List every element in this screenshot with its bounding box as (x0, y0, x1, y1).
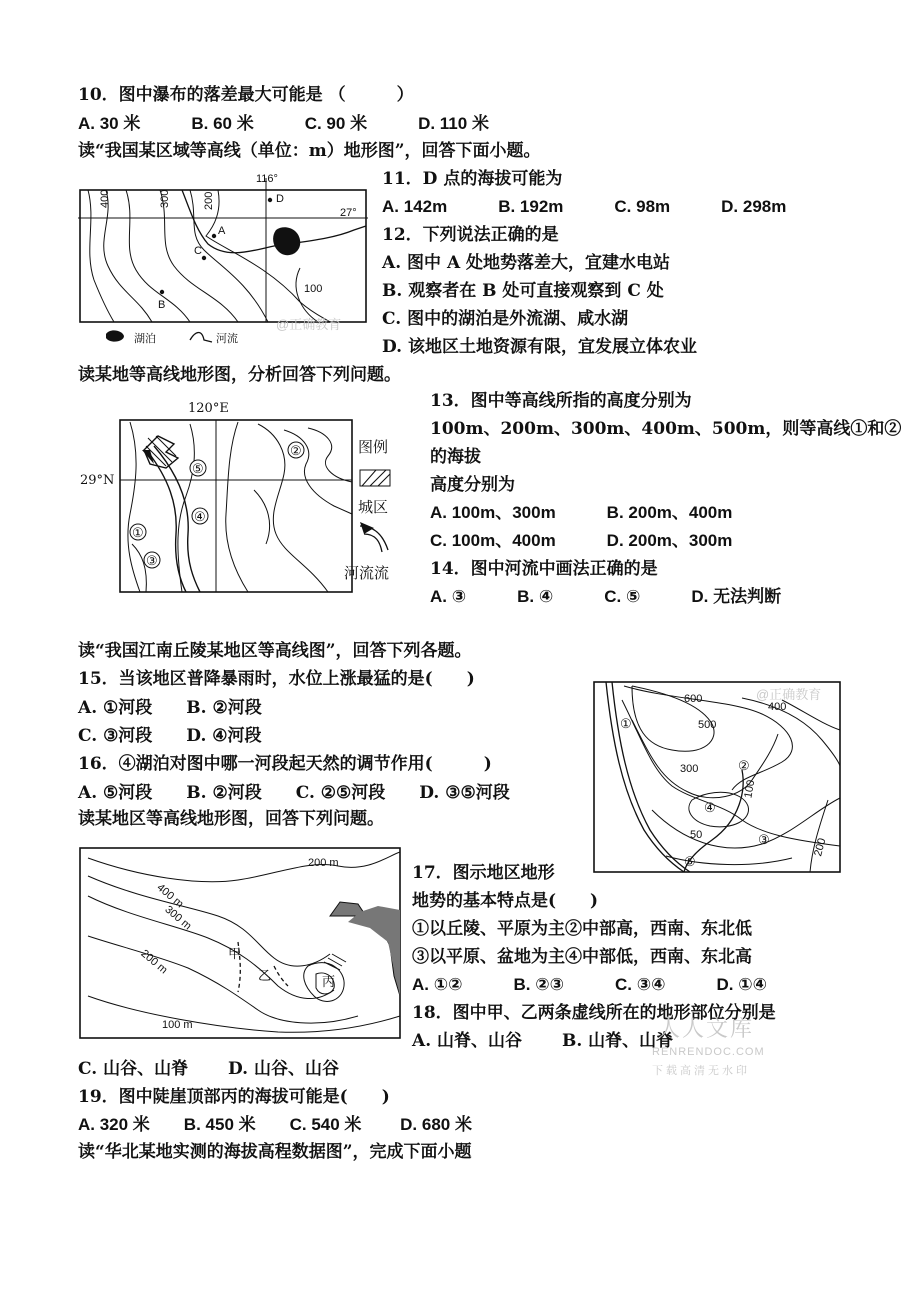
fig2-legend-city: 城区 (358, 498, 389, 516)
q11-options: A. 142m B. 192m C. 98m D. 298m (382, 197, 787, 216)
fig3-mark-4: ④ (704, 801, 716, 816)
q18-options-ab: A. 山脊、山谷 B. 山脊、山脊 (412, 1031, 674, 1051)
fig1-legend-river: 河流 (216, 333, 238, 345)
intro-5: 读“华北某地实测的海拔高程数据图”，完成下面小题 (78, 1142, 472, 1162)
q12-option-b: B. 观察者在 B 处可直接观察到 C 处 (382, 281, 664, 301)
q13-line4: 高度分别为 (430, 475, 515, 495)
fig2-mark-5: ⑤ (192, 462, 204, 477)
fig4-point-bing: 丙 (322, 975, 336, 990)
fig1-point-a: A (218, 225, 226, 237)
q17-stem: 17．图示地区地形 (412, 863, 555, 883)
fig1-contour-400: 400 (99, 189, 111, 208)
fig4-contour-300: 300 m (162, 903, 194, 933)
q13-options-cd: C. 100m、400m D. 200m、300m (430, 531, 733, 550)
q12-stem: 12．下列说法正确的是 (382, 225, 559, 245)
fig3-mark-1: ① (620, 717, 632, 732)
q13-options-ab: A. 100m、300m B. 200m、400m (430, 503, 733, 522)
fig1-legend-lake: 湖泊 (134, 333, 156, 345)
fig1-point-c: C (194, 245, 202, 257)
contour-map-4 (78, 846, 404, 1042)
q10-options: A. 30 米 B. 60 米 C. 90 米 D. 110 米 (78, 114, 489, 133)
fig2-legend-river: 河流流 (344, 564, 390, 582)
q12-option-c: C. 图中的湖泊是外流湖、咸水湖 (382, 309, 629, 329)
fig3-contour-100: 100 (742, 778, 758, 800)
fig2-legend-title: 图例 (358, 438, 389, 456)
fig1-point-b: B (158, 299, 166, 311)
fig1-contour-200: 200 (203, 191, 215, 210)
fig3-contour-500: 500 (698, 719, 717, 731)
fig2-latitude: 29°N (80, 473, 115, 488)
fig1-contour-100: 100 (304, 283, 323, 295)
q19-options: A. 320 米 B. 450 米 C. 540 米 D. 680 米 (78, 1115, 472, 1134)
fig4-contour-200-top: 200 m (308, 857, 339, 869)
intro-4: 读某地区等高线地形图，回答下列问题。 (78, 809, 384, 829)
intro-2: 读某地等高线地形图，分析回答下列问题。 (78, 365, 401, 385)
watermark-2: @正确教育 (756, 687, 822, 702)
q15-options-ab: A. ①河段 B. ②河段 (78, 698, 262, 718)
q16-stem: 16．④湖泊对图中哪一河段起天然的调节作用( ) (78, 754, 492, 774)
watermark-brand-note: 下载高清无水印 (652, 1065, 750, 1077)
q12-option-d: D. 该地区土地资源有限，宜发展立体农业 (382, 337, 697, 357)
fig3-contour-400: 400 (768, 701, 787, 713)
fig3-contour-600: 600 (684, 693, 703, 705)
watermark-brand: 人人文库 (658, 1016, 755, 1041)
q16-options: A. ⑤河段 B. ②河段 C. ②⑤河段 D. ③⑤河段 (78, 783, 510, 803)
q12-option-a: A. 图中 A 处地势落差大，宜建水电站 (382, 253, 671, 273)
fig3-mark-3: ③ (758, 833, 770, 848)
contour-map-3 (592, 680, 844, 876)
q15-stem: 15．当该地区普降暴雨时，水位上涨最猛的是( ) (78, 669, 475, 689)
fig2-mark-4: ④ (194, 510, 206, 525)
fig3-mark-2: ② (738, 759, 750, 774)
fig4-point-yi: 乙 (258, 969, 272, 984)
q13-line3: 的海拔 (430, 447, 481, 467)
fig2-mark-3: ③ (146, 554, 158, 569)
intro-3: 读“我国江南丘陵某地区等高线图”，回答下列各题。 (78, 641, 472, 661)
q15-options-cd: C. ③河段 D. ④河段 (78, 726, 262, 746)
q13-line2: 100m、200m、300m、400m、500m，则等高线①和② (430, 419, 902, 439)
fig4-sea-label: 海 (366, 933, 380, 949)
q19-stem: 19．图中陡崖顶部丙的海拔可能是( ) (78, 1087, 390, 1107)
q17-options: A. ①② B. ②③ C. ③④ D. ①④ (412, 975, 768, 994)
fig1-point-d: D (276, 193, 284, 205)
fig3-contour-300: 300 (680, 763, 699, 775)
fig4-point-jia: 甲 (228, 947, 242, 962)
q14-stem: 14．图中河流中画法正确的是 (430, 559, 658, 579)
fig1-latitude: 27° (340, 207, 357, 219)
q11-stem: 11．D 点的海拔可能为 (382, 169, 563, 189)
watermark-1: @正确教育 (276, 317, 342, 332)
fig2-longitude: 120°E (188, 401, 229, 416)
fig1-contour-300: 300 (159, 189, 171, 208)
fig2-mark-1: ① (132, 526, 144, 541)
q13-stem: 13．图中等高线所指的高度分别为 (430, 391, 692, 411)
fig4-contour-200: 200 m (138, 947, 170, 977)
fig3-contour-50: 50 (690, 829, 703, 841)
q18-stem: 18．图中甲、乙两条虚线所在的地形部位分别是 (412, 1003, 776, 1023)
fig1-longitude: 116° (256, 173, 278, 185)
fig4-contour-400: 400 m (154, 881, 186, 911)
intro-1: 读“我国某区域等高线（单位：m）地形图”，回答下面小题。 (78, 141, 541, 161)
fig2-mark-2: ② (290, 444, 302, 459)
fig3-contour-200: 200 (812, 836, 829, 858)
q17-line4: ③以平原、盆地为主④中部低，西南、东北高 (412, 947, 752, 967)
q17-line2: 地势的基本特点是( ) (412, 891, 599, 911)
fig3-mark-5: ⑤ (684, 855, 696, 870)
q10-stem: 10．图中瀑布的落差最大可能是 （ ） (78, 85, 414, 105)
q18-options-cd: C. 山谷、山脊 D. 山谷、山谷 (78, 1059, 339, 1079)
q17-line3: ①以丘陵、平原为主②中部高，西南、东北低 (412, 919, 752, 939)
q14-options: A. ③ B. ④ C. ⑤ D. 无法判断 (430, 587, 782, 606)
watermark-brand-sub: RENRENDOC.COM (652, 1046, 765, 1058)
contour-map-2 (78, 394, 418, 604)
fig4-contour-100: 100 m (162, 1019, 193, 1031)
